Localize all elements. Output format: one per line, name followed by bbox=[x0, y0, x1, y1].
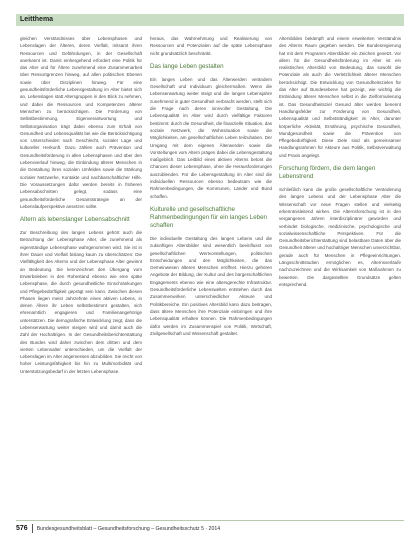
section-heading: Altern als lebenslanger Lebensabschnitt bbox=[20, 216, 130, 224]
section-heading: Kulturelle und gesellschaftliche Rahmenbedingungen für ein langes Leben schaffen bbox=[150, 205, 267, 229]
page-number: 576 bbox=[16, 525, 28, 532]
footer-divider bbox=[16, 520, 404, 521]
body-paragraph: heraus, das Wahrnehmung und Realisierung von Ressourcen und Potenzialen auf die späte Lebensphase nicht grundsätzlich beschränkt. bbox=[150, 36, 272, 56]
section-heading: Forschung fördern, die dem langen Lebenstrend bbox=[279, 165, 376, 181]
body-paragraph: Schließlich kann die große gesellschaftliche Veränderung des langen Lebens und der Lebensphase Alter die Wissenschaft vor neue Fragen stellen und vielseitig erkenntnisleitend wirken. Die Alternsforschung ist in den vergangenen Jahren interdisziplinärer geworden und verbindet biologische, medizinische, psychologische und sozialwissenschaftliche Perspektiven. Für die Gesundheitsberichterstattung sind belastbare Daten über die Gesundheit älterer und hochaltriger Menschen unverzichtbar, gerade auch für Menschen in Pflegeeinrichtungen. Längsschnittstudien ermöglichen es, Alternsverläufe nachzuzeichnen und die Wirksamkeit von Maßnahmen zu bewerten. Die dargestellten Grundsätze gelten entsprechend. bbox=[279, 187, 401, 287]
section-heading: Das lange Leben gestalten bbox=[150, 62, 224, 70]
journal-citation: Bundesgesundheitsblatt – Gesundheitsforschung – Gesundheitsschutz 5 · 2014 bbox=[36, 526, 221, 532]
section-label: Leitthema bbox=[20, 16, 54, 23]
body-paragraph: gleichen Verständnisses über Lebensphasen und Lebenslagen der Älteren, deren Vielfalt, mitsamt ihren Ressourcen und Gefährdungen, in der Gesellschaft anerkannt ist. Damit einhergehend erfordert eine Politik für das Alter und für Ältere zunehmend eine Zusammenarbeit über Ressortgrenzen hinweg, auf allen politischen Ebenen sowie über Disziplinen hinweg. Für eine gesundheitsförderliche Lebensgestaltung im Alter bietet sich an, Lebenslagen statt Altersgruppen in den Blick zu nehmen, und dabei die Ressourcen und Kompetenzen älterer Menschen zu berücksichtigen. Die Förderung von Selbstbestimmung, Eigenverantwortung und Selbstorganisation trägt dabei ebenso zum Erhalt von Gesundheit und Lebensqualität bei wie die Berücksichtigung von Unterschieden nach Geschlecht, sozialer Lage und kultureller Herkunft. Dazu zählen auch Prävention und Gesundheitsförderung in allen Lebensphasen und über den Lebensverlauf hinweg, die Einbindung älterer Menschen in die Gestaltung ihres sozialen Umfeldes sowie die Stärkung sozialer Netzwerke, Kontakte und nachbarschaftlicher Hilfe. Die Voraussetzungen dafür werden bereits in früheren Lebensabschnitten gelegt, sodass eine gesundheitsförderliche Gesamtstrategie an der Lebenslaufperspektive ansetzen sollte. bbox=[20, 36, 142, 209]
body-paragraph: Die individuelle Gestaltung des langen Lebens und die zukünftigen Altersbilder sind wesentlich beeinflusst von gesellschaftlichen Wertvorstellungen, politischen Entscheidungen und den Möglichkeiten, die das Gemeinwesen älteren Menschen eröffnet. Hierzu gehören Angebote der Bildung, der Kultur und des bürgerschaftlichen Engagements ebenso wie eine altersgerechte Infrastruktur. Gesundheitsförderliche Lebenswelten entstehen durch das Zusammenwirken unterschiedlicher Akteure und Politikbereiche. Ein positives Altersbild kann dazu beitragen, dass ältere Menschen ihre Potenziale einbringen und ihre Lebensqualität erhalten können. Die Rahmenbedingungen dafür werden im Zusammenspiel von Politik, Wirtschaft, Zivilgesellschaft und Wissenschaft gestaltet. bbox=[150, 235, 272, 336]
footer-separator bbox=[32, 524, 33, 533]
text-column-2 bbox=[150, 35, 272, 521]
text-column-3 bbox=[279, 35, 401, 521]
body-paragraph: Zur Beschreibung des langen Lebens gehört auch die Betrachtung der Lebensphase Alter, die zunehmend als eigenständige Lebensphase wahrgenommen wird. Sie ist in ihrer Dauer und Vielfalt bislang kaum zu überschätzen: Die Vielfältigkeit des Alterns und der Lebensphase Alter gewinnt an Bedeutung. Sie kennzeichnet den Übergang vom Erwerbsleben in den Ruhestand ebenso wie eine späte Lebensphase, die durch gesundheitliche Einschränkungen und Pflegebedürftigkeit geprägt sein kann. Zwischen diesen Phasen liegen meist Jahrzehnte eines aktiven Lebens, in denen Ältere ihr Leben selbstbestimmt gestalten, sich ehrenamtlich engagieren und Familienangehörige unterstützen. Die demografische Entwicklung zeigt, dass die Lebenserwartung weiter steigen wird und damit auch die Zahl der Hochaltrigen. In der Gesundheitsberichterstattung des Bundes wird daher zwischen dem dritten und dem vierten Lebensalter unterschieden, um die Vielfalt der Lebenslagen im Alter angemessen abzubilden. Sie reicht von hoher Leistungsfähigkeit bis hin zu Multimorbidität und Unterstützungsbedarf in der letzten Lebensphase. bbox=[20, 230, 142, 374]
text-column-1 bbox=[20, 35, 142, 521]
body-paragraph: Ein langes Leben und das Älterwerden verändern Gesellschaft und Individuum gleichermaßen. Wenn die Lebenserwartung weiter steigt und die langen Lebensjahre zunehmend in guter Gesundheit verbracht werden, stellt sich die Frage nach deren sinnvoller Gestaltung. Die Lebensqualität im Alter wird durch vielfältige Faktoren bestimmt: durch die Gesundheit, die finanzielle Situation, das soziale Netzwerk, die Wohnsituation sowie die Möglichkeiten, am gesellschaftlichen Leben teilzuhaben. Der Umgang mit dem eigenen Älterwerden sowie die Vorstellungen vom Altern prägen dabei die Lebensgestaltung maßgeblich. Das Leitbild eines aktiven Alterns betont die Chancen dieser Lebensphase, ohne die Herausforderungen auszublenden. Für die Lebensgestaltung im Alter sind die individuellen Ressourcen ebenso bedeutsam wie die Rahmenbedingungen, die Kommunen, Länder und Bund schaffen. bbox=[150, 76, 272, 199]
body-paragraph: Altersbildes bekämpft und einem erweiterten Verständnis des Alterns Raum gegeben werden. Die Bundesregierung hat mit dem Programm Altersbilder ein Zeichen gesetzt. Vor allem für die Gesundheitsförderung im Alter ist ein realistisches Altersbild von Bedeutung, das sowohl die Potenziale als auch die Verletzlichkeit älterer Menschen berücksichtigt. Die Entwicklung von Gesundheitszielen für das Alter auf Bundesebene hat gezeigt, wie wichtig die Einbindung älterer Menschen selbst in die Zielformulierung ist. Das Gesundheitsziel Gesund älter werden benennt Handlungsfelder zur Förderung von Gesundheit, Lebensqualität und Selbstständigkeit im Alter, darunter körperliche Aktivität, Ernährung, psychische Gesundheit, Mundgesundheit sowie die Prävention von Pflegebedürftigkeit. Diese Ziele sind als gemeinsamer Handlungsrahmen für Akteure aus Politik, Selbstverwaltung und Praxis angelegt. bbox=[279, 36, 401, 158]
page-footer bbox=[16, 523, 404, 535]
section-header-bar bbox=[16, 14, 404, 26]
